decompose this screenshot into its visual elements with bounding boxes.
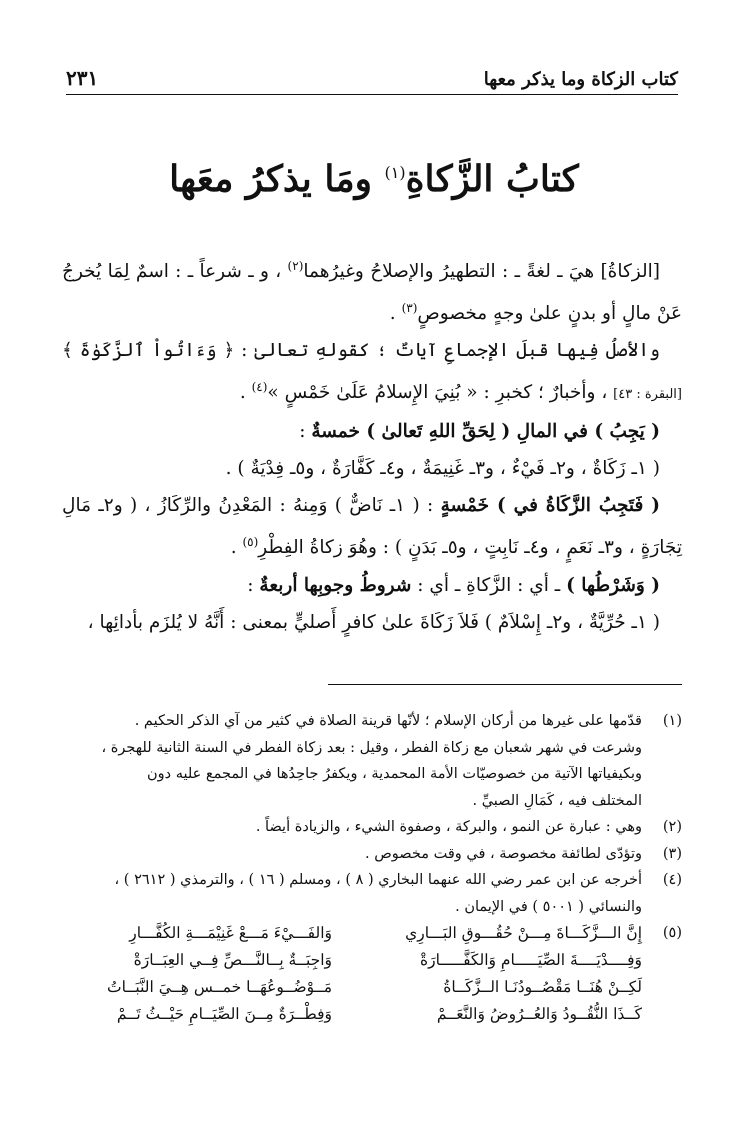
paragraph-evidence	[62, 332, 682, 413]
verse-hemistich: وَفِطْــرَةٌ مِــنَ الصِّيَــامِ حَيْــثُ تَــمْ	[116, 1005, 332, 1023]
footnote-line: أخرجه عن ابن عمر رضي الله عنهما البخاري ( ٨ ) ، ومسلم ( ١٦ ) ، والترمذي ( ٢٦١٢ ) ،	[114, 872, 642, 888]
footnote-line: وبكيفياتها الآتية من خصوصيّات الأمة المحمدية ، ويكفرُ جاحِدُها في المجمع عليه دون	[147, 766, 642, 782]
text-segment: .	[389, 303, 402, 325]
ayah-reference: [البقرة : ٤٣]	[613, 387, 682, 403]
matn-text: ( فَتَجِبُ الزَّكَاةُ في ) خَمْسةٍ	[440, 495, 661, 517]
footnote-ref: (٥)	[242, 535, 259, 550]
text-segment: ـ أي : الزَّكاةِ ـ أي :	[411, 574, 567, 596]
running-title: كتاب الزكاة وما يذكر معها	[483, 69, 678, 90]
footnote-number: (٤)	[662, 872, 682, 888]
main-text	[62, 248, 682, 641]
chapter-title-main: كتابُ الزَّكاةِ	[405, 158, 579, 200]
verse-hemistich: مَــوْضُــوعُهَــا خمــس هِــيَ النَّبَــاتُ	[107, 978, 332, 996]
matn-text: شروطُ وجوبِها أربعةٌ	[259, 574, 412, 596]
text-segment: .	[239, 382, 252, 404]
text-segment: والأصلُ فِيها قبلَ الإجماعِ آياتٌ ؛ كقولهِ تعالىٰ : ﴿ وَءَاتُواْ ٱلزَّكَوٰةَ ﴾	[62, 340, 660, 362]
paragraph-conditions	[62, 567, 682, 604]
chapter-title	[0, 158, 748, 200]
footnote	[62, 708, 682, 814]
footnote	[62, 814, 682, 841]
footnote-number: (١)	[662, 713, 682, 729]
verse-hemistich: وَاجِبَــةٌ بِــالنَّـــصِّ فِــي العِبَــارَةْ	[133, 951, 332, 969]
matn-text: ( وَشَرْطُها )	[566, 574, 660, 596]
text-segment: :	[299, 421, 312, 443]
footnote-ref: (٤)	[251, 380, 268, 395]
footnote-ref: (١)	[384, 163, 406, 182]
text-segment: .	[230, 537, 243, 559]
footnote-line: قدّمها على غيرها من أركان الإسلام ؛ لأنّها قرينة الصلاة في كثير من آي الذكر الحكيم .	[134, 713, 642, 729]
paragraph-zakat-categories	[62, 487, 682, 566]
text-segment: ، و ـ شرعاً ـ : اسمٌ لِمَا يُخرجُ عَنْ مالٍ أو بدنٍ علىٰ وجهٍ مخصوصٍ	[62, 261, 682, 325]
verse-hemistich: لَكِــنْ هُنَــا مَقْصُــودُنَـا الــزَّكَــاةُ	[443, 978, 642, 996]
paragraph-definition	[62, 248, 682, 332]
text-segment: ، وأخبارٌ ؛ كخبرِ : « بُنِيَ الإِسلامُ عَلَىٰ خَمْسٍ »	[267, 382, 614, 404]
footnote	[62, 841, 682, 868]
page-number: ٢٣١	[66, 66, 99, 90]
paragraph-obligations	[62, 413, 682, 450]
footnote-line: المختلف فيه ، كَمَالِ الصبيِّ .	[472, 792, 642, 809]
text-segment: : ( ١ـ نَاضٌّ ) وَمِنهُ : المَعْدِنُ والرِّكَازُ ، ( و٢ـ مَالِ تِجَارَةٍ ، و٣ـ نَعَمٍ ، و٤ـ نَابِتٍ ، و٥ـ بَدَنٍ ) : وهُوَ زكاةُ الفِطْرِ	[62, 495, 682, 559]
footnote-ref: (٢)	[287, 259, 304, 273]
text-segment: [الزكاةُ] هيَ ـ لغةً ـ : التطهيرُ والإصلاحُ وغيرُهما	[303, 261, 660, 283]
footnote-text	[62, 814, 642, 841]
footnote-ref: (٣)	[401, 301, 418, 316]
footnote-separator	[328, 684, 682, 685]
verse-hemistich: إِنَّ الـــزَّكَـــاةَ مِـــنْ حُقُـــوقِ البَـــارِي	[405, 924, 642, 942]
footnotes	[62, 708, 682, 1028]
footnote-text	[62, 867, 642, 920]
text-segment: ( ١ـ زَكَاةٌ ، و٢ـ فَيْءٌ ، و٣ـ غَنِيمَةٌ ، و٤ـ كَفَّارَةٌ ، و٥ـ فِدْيَةٌ ) .	[225, 458, 660, 480]
footnote-line: وهي : عبارة عن النمو ، والبركة ، وصفوة الشيء ، والزيادة أيضاً .	[255, 819, 642, 835]
verse-hemistich: كَــذَا النُّقُــودُ وَالعُــرُوضُ وَالنَّعَــمْ	[436, 1005, 642, 1023]
paragraph-five-types	[62, 450, 682, 487]
footnote-number: (٢)	[662, 819, 682, 835]
footnote-poem	[62, 920, 682, 1028]
footnote-text	[62, 841, 642, 868]
footnote-line: وشرعت في شهر شعبان مع زكاة الفطر ، وقيل : بعد زكاة الفطر في السنة الثانية للهجرة ،	[101, 739, 642, 756]
paragraph-conditions-list	[62, 604, 682, 641]
footnote-number: (٥)	[662, 925, 682, 941]
footnote-line: والنسائي ( ٥٠٠١ ) في الإيمان .	[455, 898, 642, 915]
page-header	[66, 56, 678, 95]
footnote	[62, 867, 682, 920]
footnote-text	[62, 708, 642, 814]
verse-hemistich: وَفِــــدْيَــــةَ الصِّيَـــــامِ وَالكَفَّـــــارَةْ	[420, 951, 642, 969]
matn-text: ( يَجِبُ ) في المالِ ( لِحَقِّ اللهِ تَعالىٰ ) خمسةٌ	[311, 421, 660, 443]
verse-hemistich: وَالفَـــيْءَ مَـــعْ غَنِيْمَـــةِ الكُفَّـــارِ	[129, 924, 332, 942]
text-segment: :	[247, 574, 260, 596]
chapter-title-rest: ومَا يذكرُ معَها	[169, 158, 385, 200]
text-segment: ( ١ـ حُرِّيَّةٌ ، و٢ـ إِسْلاَمٌ ) فَلاَ زَكَاةَ علىٰ كافرٍ أَصليٍّ بمعنى : أَنَّهُ لا يُلزَم بأدائِها ،	[87, 611, 660, 633]
footnote-line: وتؤدّى لطائفة مخصوصة ، في وقت مخصوص .	[365, 845, 642, 862]
footnote-number: (٣)	[662, 845, 682, 862]
poem-verses	[62, 920, 642, 1028]
